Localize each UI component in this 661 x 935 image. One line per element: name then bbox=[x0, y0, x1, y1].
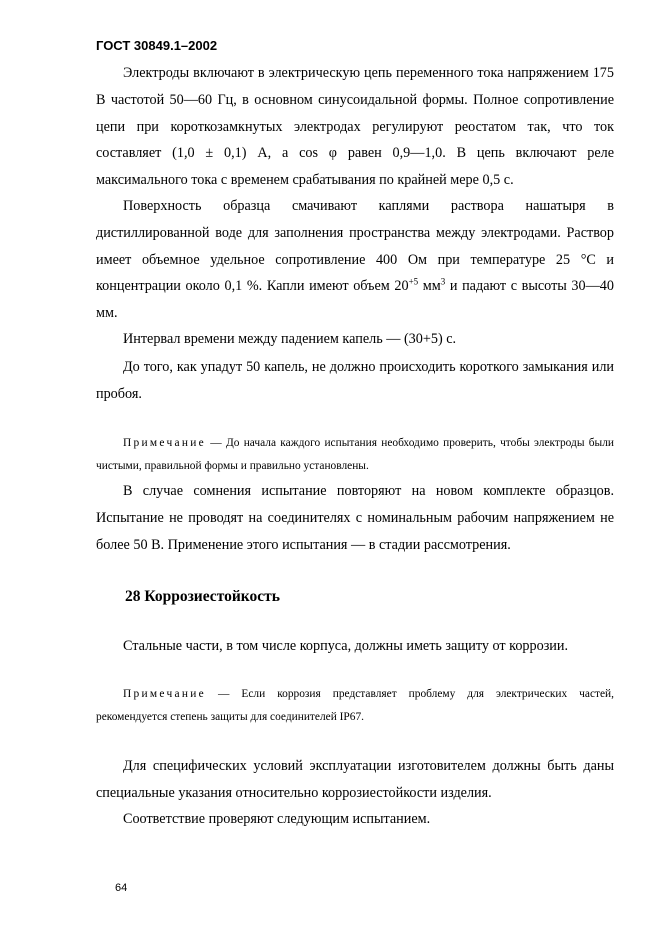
paragraph-solution-drops-text-a: Поверхность образца смачивают каплями раствора нашатыря в дистиллированной воде для заполнения пространства между электродами. Раствор имеет объемное удельное сопротивление 400 Ом при температуре 25 °С и концентрации около 0,1 %. Капли имеют объем 20 bbox=[96, 198, 614, 295]
paragraph-electrodes-circuit: Электроды включают в электрическую цепь переменного тока напряжением 175 В частотой 50—60 Гц, в основном синусоидальной формы. Полное сопротивление цепи при короткозамкнутых электродах регулируют реостатом так, что ток составляет (1,0 ± 0,1) А, а cos φ равен 0,9—1,0. В цепь включают реле максимального тока с временем срабатывания по крайней мере 0,5 с. bbox=[96, 65, 614, 189]
drop-volume-tolerance: +5 bbox=[408, 276, 419, 287]
paragraph-steel-parts: Стальные части, в том числе корпуса, должны иметь защиту от коррозии. bbox=[123, 638, 569, 654]
note-text: — Если коррозия представляет проблему для электрических частей, рекомендуется степень защиты для соединителей IP67. bbox=[96, 688, 614, 723]
document-code-header: ГОСТ 30849.1–2002 bbox=[96, 38, 218, 53]
paragraph-compliance-test: Соответствие проверяют следующим испытанием. bbox=[123, 811, 431, 827]
page-number: 64 bbox=[115, 882, 128, 894]
paragraph-special-instructions: Для специфических условий эксплуатации изготовителем должны быть даны специальные указания относительно коррозиестойкости изделия. bbox=[96, 758, 614, 801]
note-label: Примечание bbox=[123, 437, 207, 449]
paragraph-solution-drops bbox=[96, 193, 614, 327]
paragraph-no-short-circuit: До того, как упадут 50 капель, не должно происходить короткого замыкания или пробоя. bbox=[96, 359, 614, 402]
section-heading-corrosion: 28 Коррозиестойкость bbox=[125, 588, 280, 605]
note-electrodes-check bbox=[96, 432, 614, 478]
paragraph-drop-interval: Интервал времени между падением капель — (30+5) с. bbox=[123, 331, 457, 347]
paragraph-solution-drops-text-b: мм bbox=[418, 278, 441, 295]
paragraph-repeat-test: В случае сомнения испытание повторяют на новом комплекте образцов. Испытание не проводят на соединителях с номинальным рабочим напряжением не более 50 В. Применение этого испытания — в стадии рассмотрения. bbox=[96, 483, 614, 553]
note-text: — До начала каждого испытания необходимо проверить, чтобы электроды были чистыми, правильной формы и правильно установлены. bbox=[96, 437, 614, 472]
note-corrosion-ip67 bbox=[96, 683, 614, 729]
paragraph-solution-drops-text-c: и падают с высоты 30—40 мм. bbox=[96, 278, 614, 322]
note-label: Примечание bbox=[123, 688, 207, 700]
unit-exponent: 3 bbox=[440, 276, 446, 287]
